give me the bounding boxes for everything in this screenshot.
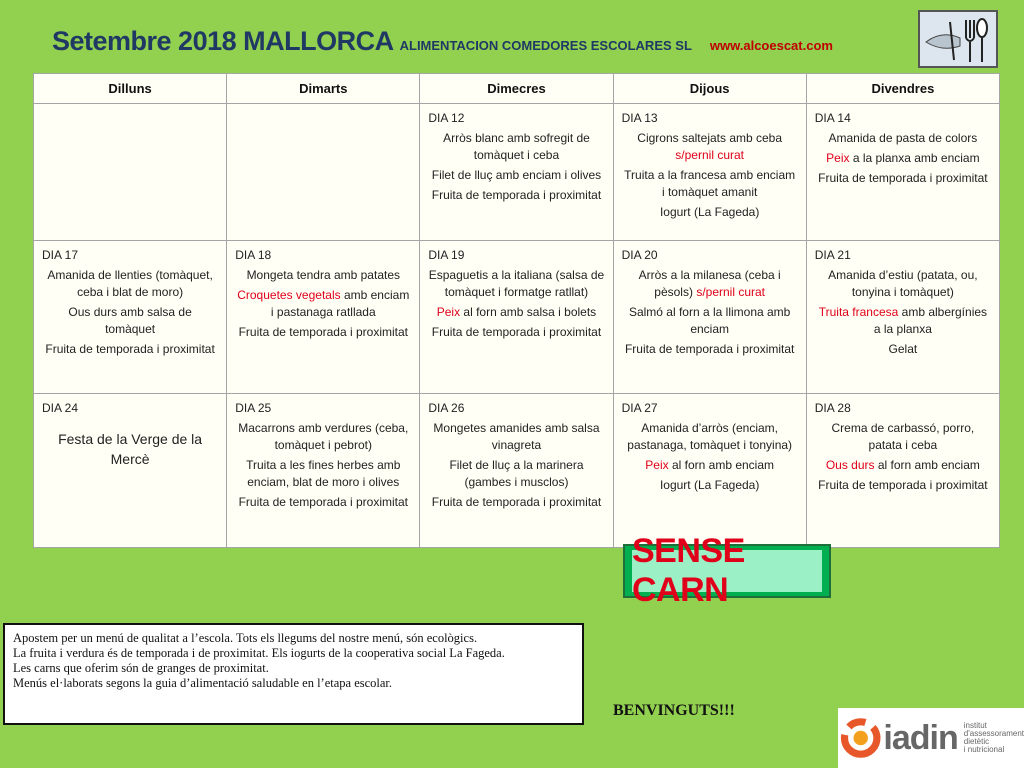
dish	[622, 420, 798, 454]
day-number: DIA 27	[621, 401, 658, 415]
weekday-header-row	[34, 74, 1000, 104]
dish-text: Fruita de temporada i proximitat	[238, 325, 408, 339]
dish-text: Amanida de pasta de colors	[828, 131, 978, 145]
day-cell	[613, 394, 806, 548]
dish	[622, 341, 798, 358]
day-number: DIA 18	[235, 248, 272, 262]
day-cell	[227, 394, 420, 548]
page-header	[52, 26, 833, 62]
dish-text: Fruita de temporada i proximitat	[238, 495, 408, 509]
dish-text: Truita a la francesa amb enciam i tomàquet amanit	[624, 168, 796, 199]
day-number: DIA 25	[235, 401, 272, 415]
dish	[42, 304, 218, 338]
dish	[622, 204, 798, 221]
note-line: Menús el·laborats segons la guia d’alimentació saludable en l’etapa escolar.	[13, 676, 393, 690]
dish-text: amb albergínies a la planxa	[873, 305, 988, 336]
weekday-header: Divendres	[806, 74, 999, 104]
dish-highlight: Truita francesa	[818, 305, 899, 319]
day-cell	[34, 104, 227, 241]
page-title: Setembre 2018 MALLORCA	[52, 26, 394, 56]
dish	[235, 494, 411, 511]
day-cell	[613, 104, 806, 241]
dish-text: Amanida de llenties (tomàquet, ceba i blat de moro)	[47, 268, 213, 299]
day-cell	[227, 241, 420, 394]
sense-carn-label: SENSE CARN	[632, 532, 745, 609]
day-cell	[34, 394, 227, 548]
day-cell	[806, 241, 999, 394]
dish-text: Iogurt (La Fageda)	[659, 478, 760, 492]
week-row	[34, 394, 1000, 548]
dish	[815, 457, 991, 474]
dish-text: Iogurt (La Fageda)	[659, 205, 760, 219]
dish-text: a la planxa amb enciam	[849, 151, 980, 165]
dish-text: Fruita de temporada i proximitat	[45, 342, 215, 356]
dish-text: Filet de lluç a la marinera (gambes i musclos)	[449, 458, 584, 489]
dish-text: al forn amb enciam	[874, 458, 980, 472]
dish	[622, 267, 798, 301]
note-line: La fruita i verdura és de temporada i de proximitat. Els iogurts de la cooperativa social La Fageda.	[13, 646, 505, 660]
dish-text: Fruita de temporada i proximitat	[431, 495, 602, 509]
dish-text: Gelat	[888, 342, 918, 356]
dish-highlight: s/pernil curat	[696, 285, 766, 299]
dish	[815, 267, 991, 301]
day-number: DIA 20	[621, 248, 658, 262]
dish-text: Salmó al forn a la llimona amb enciam	[628, 305, 791, 336]
day-cell	[227, 104, 420, 241]
day-number: DIA 26	[428, 401, 465, 415]
day-cell	[806, 104, 999, 241]
dish	[815, 130, 991, 147]
dish-text: Fruita de temporada i proximitat	[818, 478, 988, 492]
dish-highlight: s/pernil curat	[675, 148, 744, 162]
dish	[235, 457, 411, 491]
note-line: Les carns que oferim són de granges de proximitat.	[13, 661, 269, 675]
week-row	[34, 241, 1000, 394]
dish	[622, 457, 798, 474]
dish-text: Filet de lluç amb enciam i olives	[431, 168, 602, 182]
day-cell	[420, 241, 613, 394]
dish	[815, 150, 991, 167]
dish-text: Fruita de temporada i proximitat	[624, 342, 795, 356]
day-cell	[613, 241, 806, 394]
dish	[42, 341, 218, 358]
dish-highlight: Ous durs	[825, 458, 875, 472]
dish	[815, 304, 991, 338]
dish-highlight: Peix	[645, 458, 669, 472]
menu-table	[33, 73, 1000, 548]
dish	[815, 477, 991, 494]
dish-highlight: Peix	[436, 305, 461, 319]
day-number: DIA 21	[814, 248, 851, 262]
dish-text: Amanida d’estiu (patata, ou, tonyina i tomàquet)	[828, 268, 978, 299]
dish-text: Espaguetis a la italiana (salsa de tomàquet i formatge ratllat)	[428, 268, 605, 299]
day-cell	[806, 394, 999, 548]
day-number: DIA 19	[428, 248, 465, 262]
website-link[interactable]: www.alcoescat.com	[709, 38, 833, 53]
dish	[428, 267, 604, 301]
dish	[235, 324, 411, 341]
dish	[428, 420, 604, 454]
dish-text: Ous durs amb salsa de tomàquet	[68, 305, 192, 336]
welcome-text: BENVINGUTS!!!	[613, 702, 735, 719]
iadin-logo-icon	[840, 715, 881, 761]
weekday-header: Dijous	[613, 74, 806, 104]
dish-text: Fruita de temporada i proximitat	[431, 188, 602, 202]
day-number: DIA 17	[42, 248, 79, 262]
iadin-sub-line: institut	[963, 721, 987, 730]
dish-text: Amanida d’arròs (enciam, pastanaga, tomàquet i tonyina)	[627, 421, 793, 452]
day-number: DIA 14	[814, 111, 851, 125]
dish	[428, 494, 604, 511]
day-number: DIA 24	[42, 401, 79, 415]
sense-carn-badge	[623, 532, 831, 609]
dish	[428, 457, 604, 491]
iadin-name: iadin	[883, 718, 958, 757]
weekday-header: Dimarts	[227, 74, 420, 104]
dish-text: Macarrons amb verdures (ceba, tomàquet i pebrot)	[238, 421, 409, 452]
dish	[42, 267, 218, 301]
dish	[622, 477, 798, 494]
day-cell	[34, 241, 227, 394]
dish-text: Mongetes amanides amb salsa vinagreta	[433, 421, 600, 452]
dish	[815, 170, 991, 187]
dish-text: Mongeta tendra amb patates	[246, 268, 400, 282]
day-number: DIA 13	[621, 111, 658, 125]
iadin-sub-line: i nutricional	[963, 745, 1005, 754]
dish	[428, 324, 604, 341]
dish-text: amb enciam i pastanaga ratllada	[270, 288, 410, 319]
info-note	[3, 623, 584, 725]
note-line: Apostem per un menú de qualitat a l’escola. Tots els llegums del nostre menú, són ecològics.	[13, 631, 478, 645]
dish-text: Arròs a la milanesa (ceba i pèsols)	[638, 268, 781, 299]
day-number: DIA 12	[428, 111, 465, 125]
dish-text: Truita a les fines herbes amb enciam, blat de moro i olives	[246, 458, 401, 489]
dish	[235, 287, 411, 321]
dish-text: Cigrons saltejats amb ceba	[637, 131, 783, 145]
dish-text: al forn amb salsa i bolets	[460, 305, 597, 319]
dish-highlight: Croquetes vegetals	[237, 288, 341, 302]
dish-text: Fruita de temporada i proximitat	[431, 325, 602, 339]
dish	[428, 187, 604, 204]
iadin-sub-line: d'assessorament	[963, 729, 1024, 738]
day-cell	[420, 104, 613, 241]
dish	[622, 130, 798, 164]
company-name: ALIMENTACION COMEDORES ESCOLARES SL	[399, 38, 692, 53]
day-cell	[420, 394, 613, 548]
day-number: DIA 28	[814, 401, 851, 415]
weekday-header: Dilluns	[34, 74, 227, 104]
iadin-subtitle	[964, 722, 1024, 754]
iadin-logo	[838, 708, 1024, 768]
holiday-label: Festa de la Verge de la Mercè	[58, 431, 203, 467]
dish-highlight: Peix	[826, 151, 850, 165]
dish	[235, 420, 411, 454]
weekday-header: Dimecres	[420, 74, 613, 104]
dish	[622, 304, 798, 338]
dish-text: Fruita de temporada i proximitat	[818, 171, 988, 185]
dish	[815, 420, 991, 454]
cutlery-icon	[918, 10, 998, 68]
dish	[428, 304, 604, 321]
dish-text: Arròs blanc amb sofregit de tomàquet i ceba	[443, 131, 590, 162]
dish	[428, 167, 604, 184]
week-row	[34, 104, 1000, 241]
dish	[815, 341, 991, 358]
dish	[235, 267, 411, 284]
dish	[428, 130, 604, 164]
iadin-sub-line: dietètic	[963, 737, 990, 746]
dish-text: Crema de carbassó, porro, patata i ceba	[831, 421, 975, 452]
dish	[622, 167, 798, 201]
dish-text: al forn amb enciam	[668, 458, 775, 472]
